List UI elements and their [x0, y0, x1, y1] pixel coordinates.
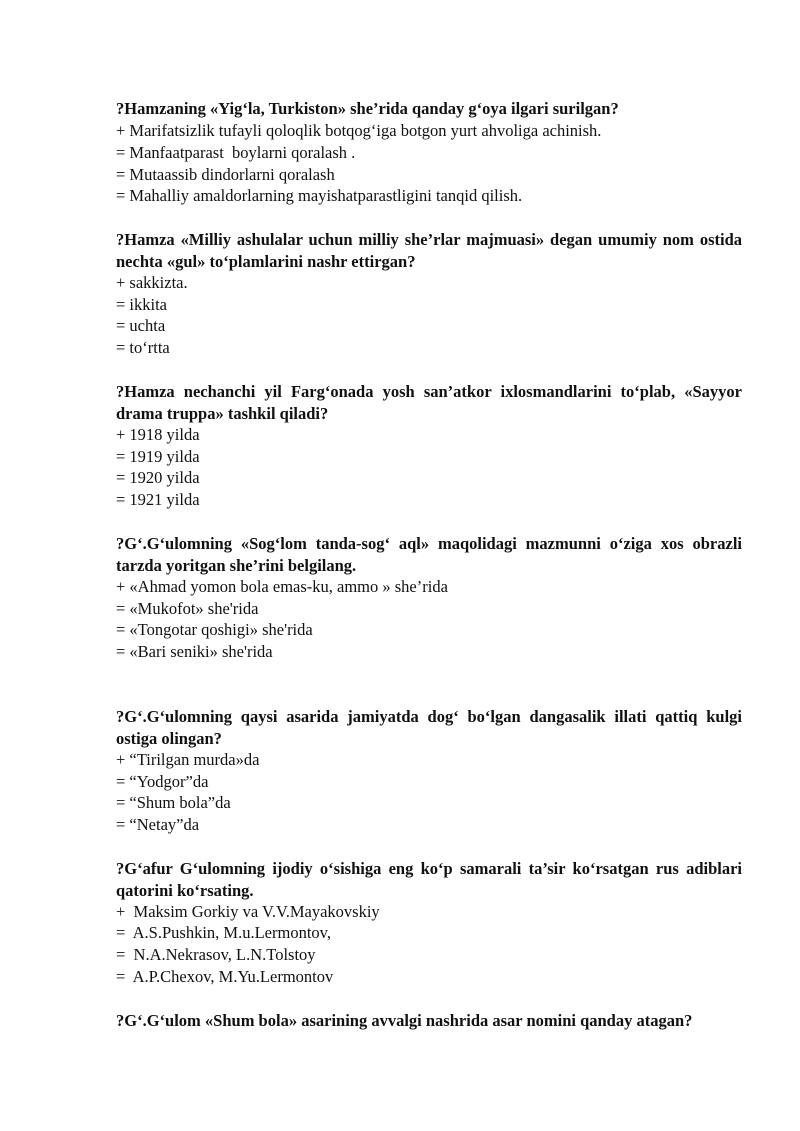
answer-option: = “Netay”da: [116, 815, 200, 834]
answer-option: = 1921 yilda: [116, 490, 200, 509]
answer-option: = N.A.Nekrasov, L.N.Tolstoy: [116, 945, 316, 964]
answer-option: + 1918 yilda: [116, 425, 200, 444]
question-text: ?G‘afur G‘ulomning ijodiy o‘sishiga eng ko‘p samarali ta’sir ko‘rsatgan rus adiblari qatorini ko‘rsating.: [116, 859, 742, 900]
answer-option: = “Yodgor”da: [116, 772, 209, 791]
answer-option: = A.P.Chexov, M.Yu.Lermontov: [116, 967, 334, 986]
answer-option: = ikkita: [116, 295, 168, 314]
answer-option: + sakkizta.: [116, 273, 188, 292]
answer-option: = Manfaatparast boylarni qoralash .: [116, 143, 356, 162]
question-text: ?G‘.G‘ulomning «Sog‘lom tanda-sog‘ aql» maqolidagi mazmunni o‘ziga xos obrazli tarzda yoritgan she’rini belgilang.: [116, 534, 742, 575]
question-text: ?Hamza nechanchi yil Farg‘onada yosh san’atkor ixlosmandlarini to‘plab, «Sayyor drama truppa» tashkil qiladi?: [116, 382, 742, 423]
answer-option: + “Tirilgan murda»da: [116, 750, 260, 769]
answer-option: = 1919 yilda: [116, 447, 200, 466]
question-text: ?Hamza «Milliy ashulalar uchun milliy she’rlar majmuasi» degan umumiy nom ostida nechta «gul» to‘plamlarini nashr ettirgan?: [116, 230, 742, 271]
answer-option: = Mutaassib dindorlarni qoralash: [116, 165, 335, 184]
answer-option: + Marifatsizlik tufayli qoloqlik botqog‘iga botgon yurt ahvoliga achinish.: [116, 121, 602, 140]
answer-option: = A.S.Pushkin, M.u.Lermontov,: [116, 923, 331, 942]
question-text: ?Hamzaning «Yig‘la, Turkiston» she’rida qanday g‘oya ilgari surilgan?: [116, 99, 619, 118]
answer-option: + Maksim Gorkiy va V.V.Mayakovskiy: [116, 902, 380, 921]
answer-option: = Mahalliy amaldorlarning mayishatparastligini tanqid qilish.: [116, 186, 523, 205]
answer-option: = «Tongotar qoshigi» she'rida: [116, 620, 313, 639]
question-text: ?G‘.G‘ulomning qaysi asarida jamiyatda dog‘ bo‘lgan dangasalik illati qattiq kulgi ostiga olingan?: [116, 707, 742, 748]
answer-option: = «Mukofot» she'rida: [116, 599, 259, 618]
answer-option: = «Bari seniki» she'rida: [116, 642, 273, 661]
answer-option: = uchta: [116, 316, 166, 335]
answer-option: = to‘rtta: [116, 338, 170, 357]
answer-option: = “Shum bola”da: [116, 793, 231, 812]
question-text: ?G‘.G‘ulom «Shum bola» asarining avvalgi nashrida asar nomini qanday atagan?: [116, 1011, 693, 1030]
answer-option: = 1920 yilda: [116, 468, 200, 487]
answer-option: + «Ahmad yomon bola emas-ku, ammo » she’rida: [116, 577, 448, 596]
